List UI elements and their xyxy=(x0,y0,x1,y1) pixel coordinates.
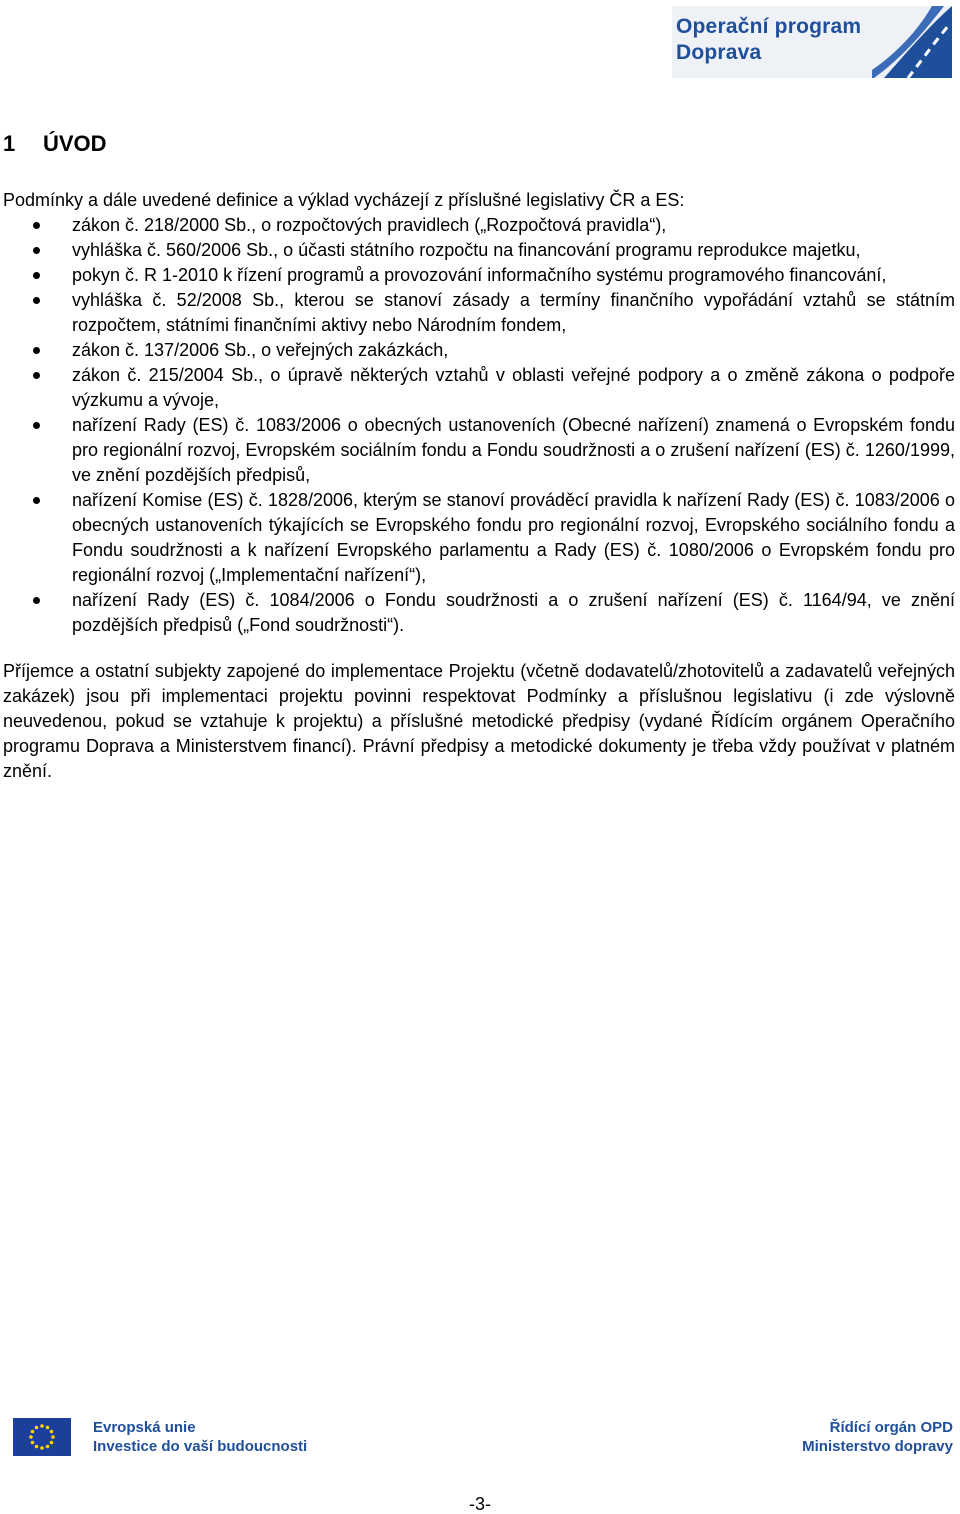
program-logo-text xyxy=(672,6,872,78)
list-item: vyhláška č. 560/2006 Sb., o účasti státního rozpočtu na financování programu reprodukce majetku, xyxy=(3,238,955,263)
document-body xyxy=(3,188,955,784)
page-number: -3- xyxy=(469,1494,491,1514)
list-item: nařízení Rady (ES) č. 1084/2006 o Fondu soudržnosti a o zrušení nařízení (ES) č. 1164/94, ve znění pozdějších předpisů („Fond soudržnosti“). xyxy=(3,588,955,638)
eu-footer-line2: Investice do vaší budoucnosti xyxy=(93,1438,308,1455)
intro-paragraph: Podmínky a dále uvedené definice a výklad vycházejí z příslušné legislativy ČR a ES: xyxy=(3,190,685,210)
section-heading xyxy=(3,130,107,158)
eu-flag-icon xyxy=(13,1418,71,1456)
section-number: 1 xyxy=(3,131,16,156)
section-title: ÚVOD xyxy=(43,131,107,156)
eu-footer-line1: Evropská unie xyxy=(93,1419,196,1436)
list-item: zákon č. 137/2006 Sb., o veřejných zakázkách, xyxy=(3,338,955,363)
legislation-list xyxy=(3,213,955,638)
program-logo-line1: Operační program xyxy=(676,15,862,38)
authority-footer-line2: Ministerstvo dopravy xyxy=(802,1438,953,1455)
program-logo-line2: Doprava xyxy=(676,41,762,64)
list-item: vyhláška č. 52/2008 Sb., kterou se stanoví zásady a termíny finančního vypořádání vztahů se státním rozpočtem, státními finančními aktivy nebo Národním fondem, xyxy=(3,288,955,338)
eu-footer xyxy=(13,1418,307,1456)
list-item: zákon č. 218/2000 Sb., o rozpočtových pravidlech („Rozpočtová pravidla“), xyxy=(3,213,955,238)
eu-footer-text xyxy=(93,1418,307,1456)
authority-footer xyxy=(802,1418,953,1456)
list-item: nařízení Rady (ES) č. 1083/2006 o obecných ustanoveních (Obecné nařízení) znamená o Evropském fondu pro regionální rozvoj, Evropském sociálním fondu a Fondu soudržnosti a o zrušení nařízení (ES) č. 1260/1999, ve znění pozdějších předpisů, xyxy=(3,413,955,488)
list-item: zákon č. 215/2004 Sb., o úpravě některých vztahů v oblasti veřejné podpory a o změně zákona o podpoře výzkumu a vývoje, xyxy=(3,363,955,413)
list-item: nařízení Komise (ES) č. 1828/2006, kterým se stanoví prováděcí pravidla k nařízení Rady (ES) č. 1083/2006 o obecných ustanoveních týkajících se Evropského fondu pro regionální rozvoj, Evropského sociálního fondu a Fondu soudržnosti a k nařízení Evropského parlamentu a Rady (ES) č. 1080/2006 o Evropském fondu pro regionální rozvoj („Implementační nařízení“), xyxy=(3,488,955,588)
authority-footer-line1: Řídící orgán OPD xyxy=(829,1419,953,1436)
program-logo xyxy=(672,6,952,78)
road-logo-icon xyxy=(872,6,952,78)
list-item: pokyn č. R 1-2010 k řízení programů a provozování informačního systému programového financování, xyxy=(3,263,955,288)
closing-paragraph: Příjemce a ostatní subjekty zapojené do implementace Projektu (včetně dodavatelů/zhotovitelů a zadavatelů veřejných zakázek) jsou při implementaci projektu povinni respektovat Podmínky a příslušnou legislativu (i zde výslovně neuvedenou, pokud se vztahuje k projektu) a příslušné metodické předpisy (vydané Řídícím orgánem Operačního programu Doprava a Ministerstvem financí). Právní předpisy a metodické dokumenty je třeba vždy používat v platném znění. xyxy=(3,661,955,781)
